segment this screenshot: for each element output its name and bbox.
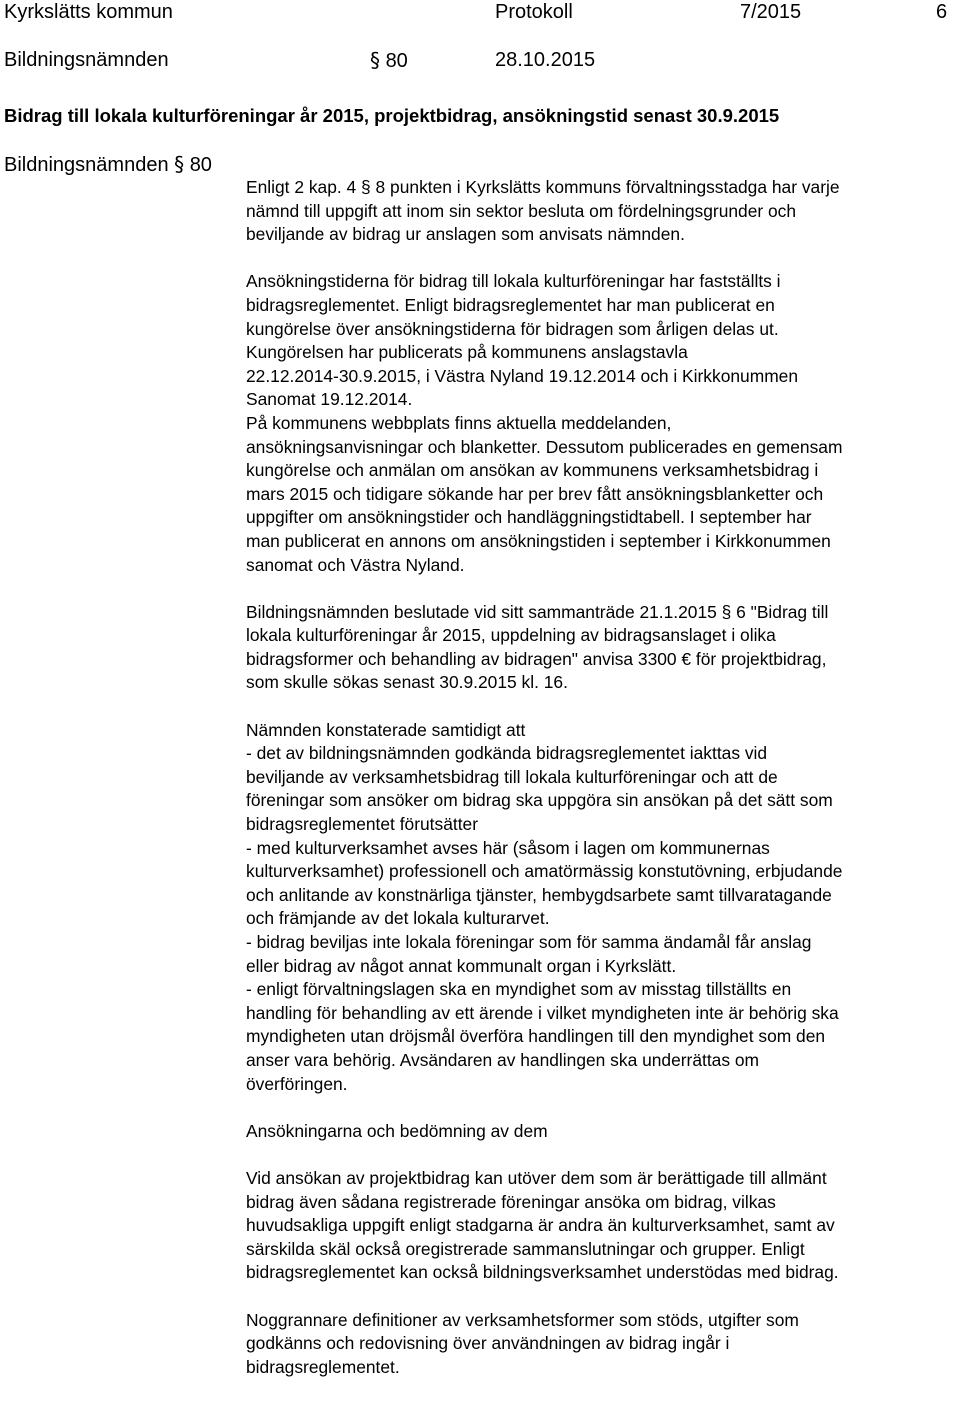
- body-paragraph: Ansökningstiderna för bidrag till lokala kulturföreningar har fastställts i bidragsreglementet. Enligt bidragsreglementet har man publicerat en kungörelse över ansökningstiderna för bidragen som årligen delas ut. Kungörelsen har publicerats på kommunens anslagstavla 22.12.2014-30.9.2015, i Västra Nyland 19.12.2014 och i Kirkkonummen Sanomat 19.12.2014. På kommunens webbplats finns aktuella meddelanden, ansökningsanvisningar och blanketter. Dessutom publicerades en gemensam kungörelse och anmälan om ansökan av kommunens verksamhetsbidrag i mars 2015 och tidigare sökande har per brev fått ansökningsblanketter och uppgifter om ansökningstider och handläggningstidtabell. I september har man publicerat en annons om ansökningstiden i september i Kirkkonummen sanomat och Västra Nyland.: [246, 271, 843, 575]
- board-name: Bildningsnämnden: [4, 49, 169, 71]
- meeting-date: 28.10.2015: [495, 49, 596, 71]
- body-paragraph: Enligt 2 kap. 4 § 8 punkten i Kyrkslätts kommuns förvaltningsstadga har varje nämnd till uppgift att inom sin sektor besluta om fördelningsgrunder och beviljande av bidrag ur anslagen som anvisats nämnden.: [246, 177, 840, 245]
- municipality-name: Kyrkslätts kommun: [4, 1, 173, 23]
- body-paragraph: Vid ansökan av projektbidrag kan utöver dem som är berättigade till allmänt bidrag även sådana registrerade föreningar ansöka om bidrag, vilkas huvudsakliga uppgift enligt stadgarna är andra än kulturverksamhet, samt av särskilda skäl också oregistrerade sammanslutningar och grupper. Enligt bidragsreglementet kan också bildningsverksamhet understödas med bidrag.: [246, 1167, 839, 1283]
- body-paragraph: Noggrannare definitioner av verksamhetsformer som stöds, utgifter som godkänns och redovisning över användningen av bidrag ingår i bidragsreglementet.: [246, 1309, 799, 1377]
- item-subheading: [4, 152, 212, 177]
- page-number: 6: [936, 1, 948, 23]
- section-sign: §: [370, 48, 380, 72]
- subheading-section-number: 80: [189, 154, 212, 176]
- subheading-board: Bildningsnämnden: [4, 154, 169, 176]
- section-number: 80: [385, 50, 408, 72]
- body-paragraph: Nämnden konstaterade samtidigt att - det av bildningsnämnden godkända bidragsreglementet iakttas vid beviljande av verksamhetsbidrag till lokala kulturföreningar och att de föreningar som ansöker om bidrag ska uppgöra sin ansökan på det sätt som bidragsreglementet förutsätter - med kulturverksamhet avses här (såsom i lagen om kommunernas kulturverksamhet) professionell och amatörmässig konstutövning, erbjudande och anlitande av konstnärliga tjänster, hembygdsarbete samt tillvaratagande och främjande av det lokala kulturarvet. - bidrag beviljas inte lokala föreningar som för samma ändamål får anslag eller bidrag av något annat kommunalt organ i Kyrkslätt. - enligt förvaltningslagen ska en myndighet som av misstag tillställts en handling för behandling av ett ärende i vilket myndigheten inte är behörig ska myndigheten utan dröjsmål överföra handlingen till den myndighet som den anser vara behörig. Avsändaren av handlingen ska underrättas om överföringen.: [246, 719, 843, 1094]
- section-reference: [370, 48, 408, 73]
- item-title: Bidrag till lokala kulturföreningar år 2015, projektbidrag, ansökningstid senast 30.9.2015: [4, 105, 780, 126]
- document-type: Protokoll: [495, 1, 573, 23]
- protocol-body: [246, 176, 958, 1379]
- body-section-heading: Ansökningarna och bedömning av dem: [246, 1120, 548, 1141]
- document-number: 7/2015: [740, 1, 802, 23]
- body-paragraph: Bildningsnämnden beslutade vid sitt sammanträde 21.1.2015 § 6 "Bidrag till lokala kulturföreningar år 2015, uppdelning av bidragsanslaget i olika bidragsformer och behandling av bidragen" anvisa 3300 € för projektbidrag, som skulle sökas senast 30.9.2015 kl. 16.: [246, 601, 829, 693]
- subheading-section-sign: §: [174, 152, 185, 176]
